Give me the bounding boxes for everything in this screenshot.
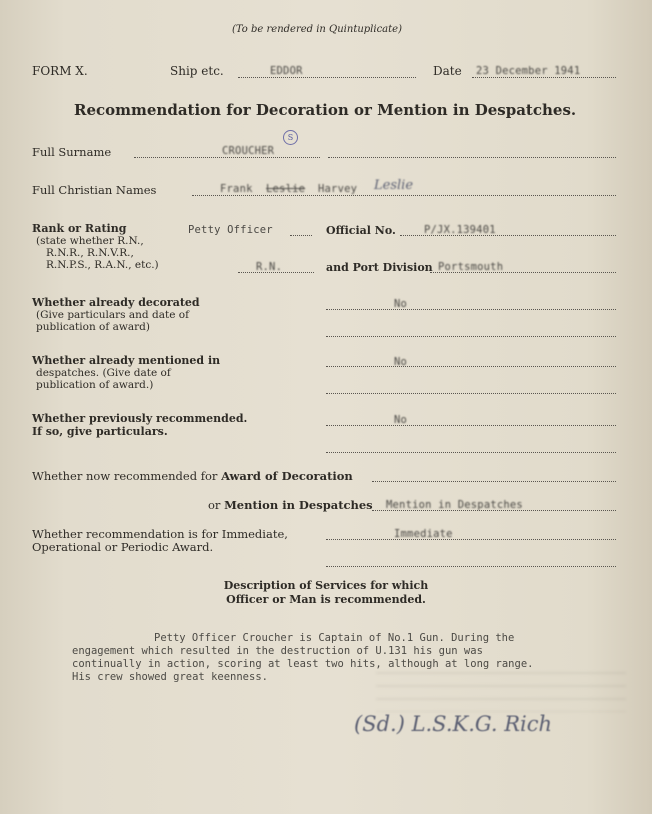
form-number: FORM X. xyxy=(32,64,88,78)
previously-recommended-label: Whether previously recommended. xyxy=(32,412,248,425)
immediate-label-2: Operational or Periodic Award. xyxy=(32,540,214,554)
service-value: R.N. xyxy=(256,261,283,273)
mentioned-dotted-line-1 xyxy=(326,366,616,367)
decorated-value: No xyxy=(394,298,408,310)
christian-names-label: Full Christian Names xyxy=(32,183,157,197)
mention-label-or: or xyxy=(208,498,225,512)
show-through-text xyxy=(376,672,626,712)
ship-label: Ship etc. xyxy=(170,64,224,78)
christian-name-first: Frank xyxy=(220,183,253,195)
award-label-bold: Award of Decoration xyxy=(221,469,353,483)
circled-annotation: S xyxy=(283,130,298,145)
rank-note-1: (state whether R.N., xyxy=(36,235,144,247)
surname-label: Full Surname xyxy=(32,145,112,159)
mention-value: Mention in Despatches xyxy=(386,499,523,511)
christian-names-dotted-line xyxy=(192,195,616,196)
mention-label-bold: Mention in Despatches xyxy=(224,498,373,512)
decorated-dotted-line-2 xyxy=(326,336,616,337)
date-dotted-line xyxy=(472,77,616,78)
award-dotted-line xyxy=(372,481,616,482)
surname-dotted-line xyxy=(134,157,320,158)
immediate-value: Immediate xyxy=(394,528,453,540)
rank-note-3: R.N.P.S., R.A.N., etc.) xyxy=(46,259,159,271)
description-heading-2: Officer or Man is recommended. xyxy=(226,593,426,606)
decorated-dotted-line-1 xyxy=(326,309,616,310)
immediate-dotted-line-1 xyxy=(326,539,616,540)
previously-recommended-dotted-line-1 xyxy=(326,425,616,426)
previously-recommended-dotted-line-2 xyxy=(326,452,616,453)
official-no-label: Official No. xyxy=(326,224,396,237)
ship-dotted-line xyxy=(238,77,416,78)
award-label-prefix xyxy=(32,469,353,483)
description-heading-1: Description of Services for which xyxy=(223,579,429,592)
mention-label xyxy=(208,498,373,512)
decorated-note-2: publication of award) xyxy=(36,321,150,333)
rank-note-2: R.N.R., R.N.V.R., xyxy=(46,247,134,259)
ship-value: EDDOR xyxy=(270,65,303,77)
quintuplicate-note: (To be rendered in Quintuplicate) xyxy=(232,24,402,35)
surname-value: CROUCHER xyxy=(222,145,275,157)
mentioned-note-2: publication of award.) xyxy=(36,379,154,391)
description-line-4: His crew showed great keenness. xyxy=(72,671,268,683)
description-line-3: continually in action, scoring at least two hits, although at long range. xyxy=(72,658,534,670)
description-line-1: Petty Officer Croucher is Captain of No.1 Gun. During the xyxy=(154,632,515,644)
mentioned-value: No xyxy=(394,356,408,368)
surname-dotted-line-2 xyxy=(328,157,616,158)
decorated-label: Whether already decorated xyxy=(32,296,200,309)
decorated-note-1: (Give particulars and date of xyxy=(36,309,189,321)
previously-recommended-label-2: If so, give particulars. xyxy=(32,425,168,438)
immediate-dotted-line-2 xyxy=(326,566,616,567)
port-division-label: and Port Division xyxy=(326,261,433,274)
christian-name-handwritten: Leslie xyxy=(374,178,414,193)
rank-dotted-line xyxy=(290,235,312,236)
mentioned-label: Whether already mentioned in xyxy=(32,354,221,367)
award-label-text: Whether now recommended for xyxy=(32,469,222,483)
port-division-value: Portsmouth xyxy=(438,261,504,273)
official-no-value: P/JX.139401 xyxy=(424,224,496,236)
christian-name-struck: Leslie xyxy=(266,183,306,195)
date-label: Date xyxy=(433,64,462,78)
date-value: 23 December 1941 xyxy=(476,65,581,77)
signature: (Sd.) L.S.K.G. Rich xyxy=(354,712,553,736)
immediate-label: Whether recommendation is for Immediate, xyxy=(32,527,288,541)
form-title: Recommendation for Decoration or Mention in Despatches. xyxy=(74,101,577,119)
christian-name-third: Harvey xyxy=(318,183,358,195)
description-line-2: engagement which resulted in the destruction of U.131 his gun was xyxy=(72,645,483,657)
previously-recommended-value: No xyxy=(394,414,408,426)
rank-value: Petty Officer xyxy=(188,224,273,236)
rank-label: Rank or Rating xyxy=(32,222,127,235)
mentioned-note-1: despatches. (Give date of xyxy=(36,367,171,379)
mentioned-dotted-line-2 xyxy=(326,393,616,394)
